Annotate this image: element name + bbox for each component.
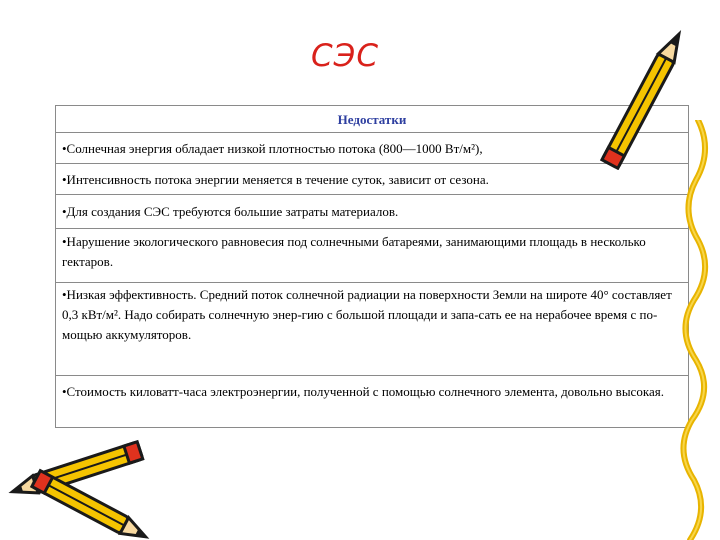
table-row: •Нарушение экологического равновесия под солнечными батареями, занимающими площадь в несколько гектаров. <box>56 228 688 282</box>
table-row: •Солнечная энергия обладает низкой плотностью потока (800—1000 Вт/м²), <box>56 132 688 163</box>
disadvantages-table <box>55 105 689 428</box>
table-row: •Интенсивность потока энергии меняется в течение суток, зависит от сезона. <box>56 163 688 194</box>
table-header: Недостатки <box>337 112 407 127</box>
table-row: •Стоимость киловатт-часа электроэнергии, полученной с помощью солнечного элемента, довольно высокая. <box>56 375 688 427</box>
wavy-line-decoration <box>668 120 720 540</box>
table-row: •Низкая эффективность. Средний поток солнечной радиации на поверхности Земли на широте 40° составляет 0,3 кВт/м². Надо собирать солнечную энер-гию с большой площади и запа-сать ее на нерабочее время с по-мощью аккумуляторов. <box>56 282 688 375</box>
pencils-icon <box>0 430 170 540</box>
slide-title: СЭС <box>311 38 379 74</box>
table-row: •Для создания СЭС требуются большие затраты материалов. <box>56 194 688 228</box>
